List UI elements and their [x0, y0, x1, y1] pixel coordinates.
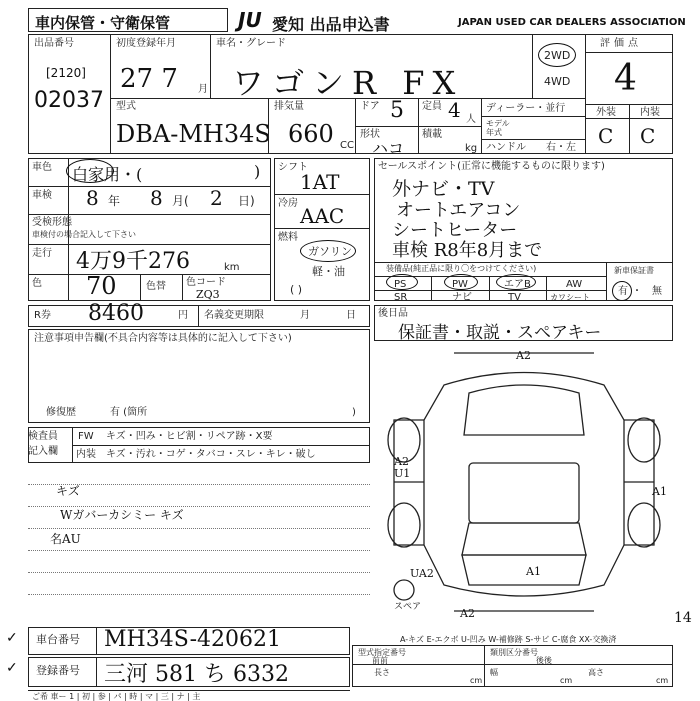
color-circle [66, 159, 114, 183]
equip-ps: PS [394, 279, 407, 290]
equip-seat: カワシート [550, 293, 590, 302]
displacement-label: 排気量 [274, 101, 304, 112]
r-number-label: R券 [34, 310, 51, 321]
capacity-value: 4 [448, 98, 461, 122]
color-code-label: 色コード [186, 277, 226, 288]
dealer-handle-options: 右・左 [546, 142, 576, 153]
score-exterior-label: 外装 [596, 107, 616, 118]
displacement-value: 660 [288, 120, 334, 148]
dealer-model-label: モデル [486, 119, 510, 128]
equip-sr: SR [394, 292, 408, 303]
warranty-circle [612, 281, 632, 301]
inspection-year-unit: 年 [108, 194, 121, 208]
logo-text: 愛知 出品申込書 [272, 15, 390, 34]
color-change-label: 色替 [146, 281, 166, 292]
spare-tire [394, 580, 414, 600]
circle-ps [386, 274, 418, 290]
inspector-note-1: キズ [56, 484, 80, 498]
check-mark-1: ✓ [6, 630, 18, 646]
equip-tv: TV [508, 292, 521, 303]
name-change-day: 日 [346, 310, 356, 321]
dim-length: 長さ [374, 668, 390, 677]
dim-label-2: 類別区分番号 [490, 648, 538, 657]
dim-label-1: 型式指定番号 [358, 648, 406, 657]
dim-cm-1: cm [470, 676, 483, 685]
selling-point-2: オートエアコン [396, 200, 521, 221]
lot-label: 出品番号 [34, 38, 74, 49]
dealer-col1: ディーラー・並行 [486, 103, 566, 114]
mark-a2-rear: A2 [460, 607, 475, 620]
selling-point-1: 外ナビ・TV [392, 178, 495, 200]
logo-mark: JU [238, 8, 262, 32]
transfer-label: 受検形態 [32, 217, 72, 228]
mark-a1-right: A1 [652, 485, 667, 498]
model-value: DBA-MH34S [116, 120, 271, 148]
plate-label: 登録番号 [36, 664, 80, 677]
drive-circle [538, 43, 576, 67]
mark-a1-rear: A1 [526, 565, 541, 578]
color-value: 白家用・( [72, 165, 143, 184]
after-items-value: 保証書・取説・スペアキー [398, 323, 602, 343]
r-number-unit: 円 [178, 310, 188, 321]
mark-spare: スペア [394, 602, 422, 612]
score-interior-value: C [640, 124, 656, 148]
dim-width: 幅 [490, 668, 498, 677]
body-outline [424, 373, 624, 597]
storage-box [28, 8, 228, 32]
dim-front: 前前 [372, 656, 388, 665]
capacity-unit: 人 [466, 114, 476, 125]
lot-sub-number: [2120] [46, 66, 86, 80]
drive-2wd: 2WD [544, 49, 571, 62]
fuel-diesel: 軽・油 [312, 265, 345, 278]
equip-airbag: エアB [504, 279, 531, 290]
score-interior-label: 内装 [640, 107, 660, 118]
diagram-legend: A-キズ E-エクボ U-凹み W-補修跡 S-サビ C-腐食 XX-交換済 [400, 635, 617, 644]
score-exterior-value: C [598, 124, 614, 148]
shape-label: 形状 [360, 129, 380, 140]
inspector-note-3: 名AU [50, 532, 81, 546]
warranty-label: 新車保証書 [614, 266, 654, 275]
bottom-strip [28, 690, 350, 701]
roof-outline [469, 463, 579, 523]
chassis-label: 車台番号 [36, 633, 80, 646]
interior-label: 内装 [76, 449, 96, 460]
association-name: JAPAN USED CAR DEALERS ASSOCIATION [458, 17, 686, 28]
lot-number: 02037 [34, 88, 104, 113]
interior-items: キズ・汚れ・コゲ・タバコ・スレ・キレ・破し [106, 449, 316, 460]
hood-outline [464, 385, 584, 435]
equip-navi: ナビ [452, 292, 472, 303]
mark-a2-left: A2 [394, 455, 409, 468]
inspector-note-2: Wガバーカシミー キズ [60, 508, 184, 522]
score-value: 4 [614, 58, 637, 99]
ac-label: 冷房 [278, 198, 298, 209]
shift-value: 1AT [300, 170, 340, 194]
registration-month-unit: 月 [198, 84, 208, 95]
car-diagram [374, 345, 673, 625]
fuel-label: 燃料 [278, 232, 298, 243]
selling-points-label: セールスポイント(正常に機能するものに限ります) [378, 161, 605, 172]
inspection-day: 2 [210, 186, 223, 210]
wheel-rl [388, 503, 420, 547]
circle-airbag [496, 274, 536, 290]
equip-aw: AW [566, 279, 583, 290]
check-mark-2: ✓ [6, 660, 18, 676]
mark-a2-front: A2 [516, 349, 531, 362]
drive-4wd: 4WD [544, 75, 571, 88]
dealer-year-label: 年式 [486, 128, 502, 137]
fuel-gasoline: ガソリン [308, 245, 352, 258]
warranty-sep: ・ [632, 286, 642, 297]
doors-label: ドア [360, 101, 380, 112]
circle-pw [444, 274, 478, 290]
selling-point-4: 車検 R8年8月まで [392, 240, 543, 261]
inspection-month: 8 [150, 186, 163, 210]
doors-value: 5 [390, 98, 404, 123]
mileage-value: 4万9千276 [76, 249, 190, 274]
dim-cm-2: cm [560, 676, 573, 685]
car-name-label: 車名・グレード [216, 38, 286, 49]
fuel-circle [300, 240, 356, 262]
capacity-label: 定員 [422, 101, 442, 112]
inspection-year: 8 [86, 186, 99, 210]
fuel-other: ( ) [290, 283, 303, 296]
selling-point-3: シートヒーター [392, 220, 518, 241]
inspection-month-unit: 月( [172, 194, 189, 208]
ac-value: AAC [300, 204, 345, 228]
dealer-handle-label: ハンドル [486, 142, 526, 153]
repair-label: 修復歴 [46, 407, 76, 418]
body-color-label: 色 [32, 278, 42, 289]
dim-cm-3: cm [656, 676, 669, 685]
mark-ua2: UA2 [410, 567, 434, 580]
inspector-label-2: 記入欄 [28, 446, 58, 457]
color-close: ) [254, 162, 261, 181]
mark-u1: U1 [394, 467, 411, 480]
rear-window [462, 523, 586, 555]
name-change-month: 月 [300, 310, 310, 321]
page-number: 14 [674, 610, 692, 626]
equipment-label: 装備品(純正品に限り〇をつけてください) [386, 264, 537, 273]
notes-label: 注意事項申告欄(不具合内容等は具体的に記入して下さい) [34, 333, 292, 344]
rear-lower [462, 555, 586, 585]
load-label: 積載 [422, 129, 442, 140]
name-change-label: 名義変更期限 [204, 310, 264, 321]
displacement-unit: CC [340, 140, 354, 151]
color-code-value: ZQ3 [196, 288, 220, 301]
r-number-box [28, 305, 370, 327]
body-color-value: 70 [86, 272, 117, 300]
wheel-rr [628, 503, 660, 547]
car-name-value: ワゴンR FX [232, 64, 464, 102]
warranty-yes: 有 [618, 286, 628, 297]
ju-logo [238, 8, 262, 32]
load-unit: kg [465, 143, 478, 154]
registration-value: 27 7 [120, 64, 178, 94]
dim-height: 高さ [588, 668, 604, 677]
plate-value: 三河 581 ち 6332 [104, 662, 289, 687]
bottom-strip-text: ご希 車ー 1 | 初 | 参 | パ | 時 | マ | 三 | ナ | 主 [32, 692, 201, 701]
fw-label: FW [78, 431, 94, 442]
wheel-fr [628, 418, 660, 462]
equip-pw: PW [452, 279, 468, 290]
r-number-value: 8460 [88, 301, 144, 326]
model-label: 型式 [116, 101, 136, 112]
inspection-day-unit: 日) [238, 194, 255, 208]
mileage-label: 走行 [32, 248, 52, 259]
repair-close: ) [352, 407, 356, 418]
after-items-label: 後日品 [378, 308, 408, 319]
fw-items: キズ・凹み・ヒビ割・リペア跡・X要 [106, 431, 273, 442]
inspection-label: 車検 [32, 190, 52, 201]
color-label: 車色 [32, 162, 52, 173]
registration-label: 初度登録年月 [116, 38, 176, 49]
repair-value: 有 (箇所 [110, 407, 148, 418]
dim-rear: 後後 [536, 656, 552, 665]
transfer-note: 車検付の場合記入して下さい [32, 230, 136, 239]
chassis-value: MH34S-420621 [104, 627, 281, 652]
mileage-unit: km [224, 262, 240, 273]
shift-label: シフト [278, 162, 308, 173]
warranty-no: 無 [652, 286, 662, 297]
storage-label: 車内保管・守衛保管 [35, 14, 171, 32]
inspector-label-1: 検査員 [28, 431, 58, 442]
score-label: 評価点 [600, 38, 642, 49]
shape-value: ハコ [372, 139, 405, 158]
